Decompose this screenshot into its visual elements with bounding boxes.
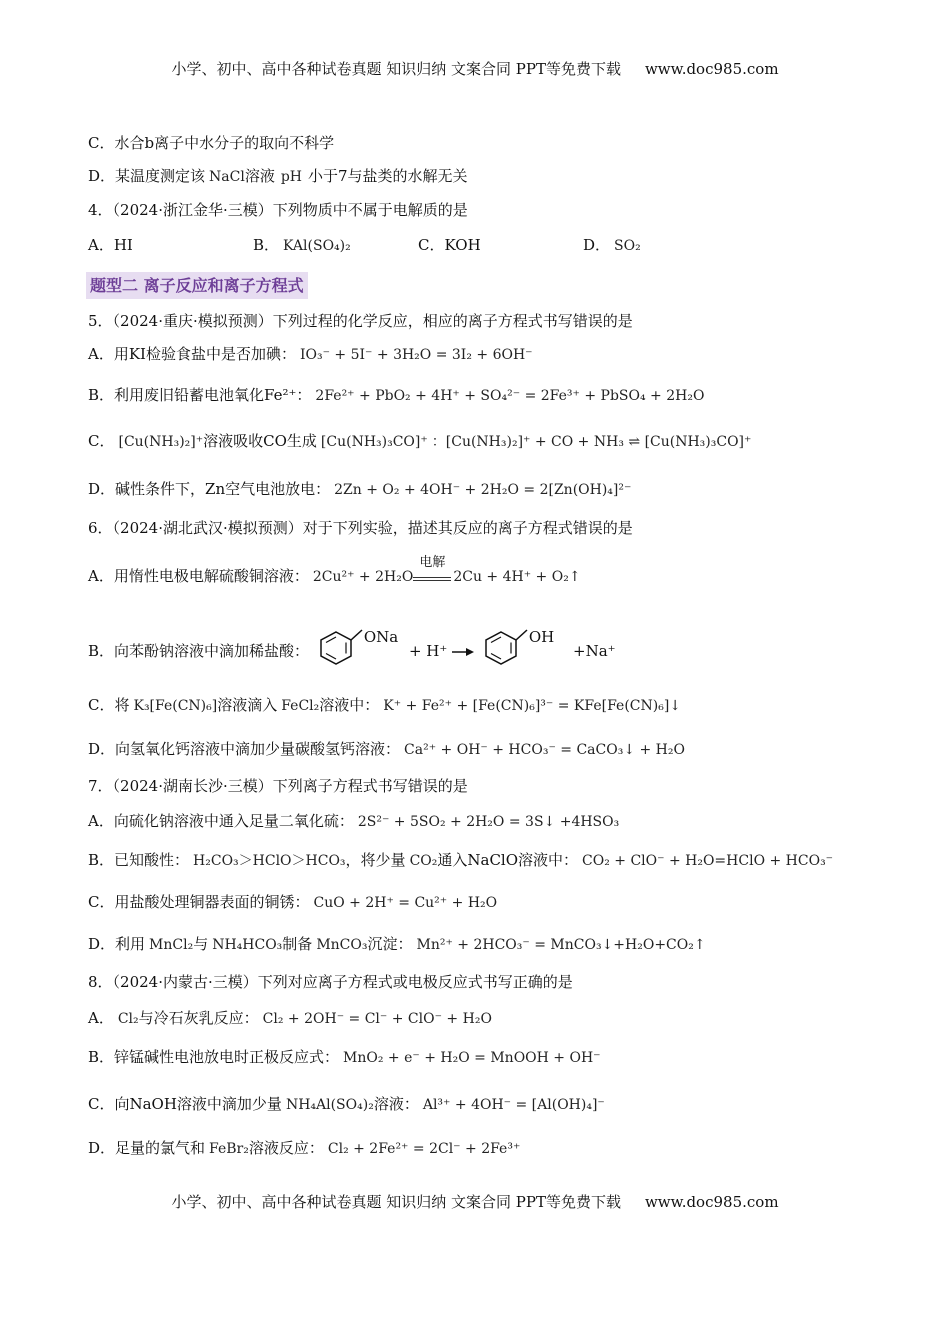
q7-option-b: B．已知酸性： H₂CO₃＞HClO＞HCO₃，将少量 CO₂通入NaClO溶液中： CO₂ + ClO⁻ + H₂O=HClO + HCO₃⁻ bbox=[88, 851, 834, 869]
q4-stem: 4．（2024·浙江金华·三模）下列物质中不属于电解质的是 bbox=[88, 201, 468, 219]
q4-options bbox=[88, 234, 748, 257]
q4-option-b: B． KAl(SO₄)₂ bbox=[253, 236, 351, 254]
q8-option-a: A． Cl₂与冷石灰乳反应： Cl₂ + 2OH⁻ = Cl⁻ + ClO⁻ + H₂O bbox=[88, 1009, 492, 1027]
q6-option-d: D．向氢氧化钙溶液中滴加少量碳酸氢钙溶液： Ca²⁺ + OH⁻ + HCO₃⁻ = CaCO₃↓ + H₂O bbox=[88, 740, 685, 758]
page-header bbox=[0, 58, 950, 79]
q5-option-a: A．用KI检验食盐中是否加碘： IO₃⁻ + 5I⁻ + 3H₂O = 3I₂ + 6OH⁻ bbox=[88, 345, 533, 363]
phenol-substituent: OH bbox=[528, 628, 555, 646]
q4-option-d: D． SO₂ bbox=[583, 236, 641, 254]
q8-option-b: B．锌锰碱性电池放电时正极反应式： MnO₂ + e⁻ + H₂O = MnOOH + OH⁻ bbox=[88, 1048, 601, 1066]
q8-option-c: C．向NaOH溶液中滴加少量 NH₄Al(SO₄)₂溶液： Al³⁺ + 4OH⁻ = [Al(OH)₄]⁻ bbox=[88, 1095, 605, 1113]
q6-option-a: A．用惰性电极电解硫酸铜溶液： 2Cu²⁺ + 2H₂O 电解 2Cu + 4H⁺ + O₂↑ bbox=[88, 565, 581, 588]
header-text: 小学、初中、高中各种试卷真题 知识归纳 文案合同 PPT等免费下载 bbox=[171, 60, 621, 78]
q5-option-d: D．碱性条件下，Zn空气电池放电： 2Zn + O₂ + 4OH⁻ + 2H₂O = 2[Zn(OH)₄]²⁻ bbox=[88, 480, 632, 498]
header-url[interactable]: www.doc985.com bbox=[644, 60, 779, 78]
q5-stem: 5．（2024·重庆·模拟预测）下列过程的化学反应，相应的离子方程式书写错误的是 bbox=[88, 312, 633, 330]
q3-option-d: D．某温度测定该 NaCl溶液 pH 小于7与盐类的水解无关 bbox=[88, 167, 468, 185]
q6-stem: 6．（2024·湖北武汉·模拟预测）对于下列实验，描述其反应的离子方程式错误的是 bbox=[88, 519, 633, 537]
electrolysis-condition: 电解 bbox=[419, 555, 446, 570]
q8-option-d: D．足量的氯气和 FeBr₂溶液反应： Cl₂ + 2Fe²⁺ = 2Cl⁻ + 2Fe³⁺ bbox=[88, 1139, 521, 1157]
q6-option-b: B．向苯酚钠溶液中滴加稀盐酸： ONa + H⁺ OH +Na⁺ bbox=[88, 636, 616, 668]
reaction-arrow-icon bbox=[452, 647, 474, 657]
q4-option-c: C．KOH bbox=[418, 236, 481, 254]
footer-url[interactable]: www.doc985.com bbox=[644, 1193, 779, 1211]
q6-option-c: C．将 K₃[Fe(CN)₆]溶液滴入 FeCl₂溶液中： K⁺ + Fe²⁺ + [Fe(CN)₆]³⁻ = KFe[Fe(CN)₆]↓ bbox=[88, 696, 682, 714]
q7-option-c: C．用盐酸处理铜器表面的铜锈： CuO + 2H⁺ = Cu²⁺ + H₂O bbox=[88, 893, 498, 911]
q7-stem: 7．（2024·湖南长沙·三模）下列离子方程式书写错误的是 bbox=[88, 777, 468, 795]
footer-text: 小学、初中、高中各种试卷真题 知识归纳 文案合同 PPT等免费下载 bbox=[171, 1193, 621, 1211]
q4-option-a: A．HI bbox=[88, 236, 133, 254]
q5-option-c: C． [Cu(NH₃)₂]⁺溶液吸收CO生成 [Cu(NH₃)₃CO]⁺ ：[Cu(NH₃)₂]⁺ + CO + NH₃ ⇌ [Cu(NH₃)₃CO]⁺ bbox=[88, 432, 752, 450]
q7-option-d: D．利用 MnCl₂与 NH₄HCO₃制备 MnCO₃沉淀： Mn²⁺ + 2HCO₃⁻ = MnCO₃↓+H₂O+CO₂↑ bbox=[88, 935, 706, 953]
q5-option-b: B．利用废旧铅蓄电池氧化Fe²⁺： 2Fe²⁺ + PbO₂ + 4H⁺ + SO₄²⁻ = 2Fe³⁺ + PbSO₄ + 2H₂O bbox=[88, 386, 705, 404]
q8-stem: 8．（2024·内蒙古·三模）下列对应离子方程式或电极反应式书写正确的是 bbox=[88, 973, 573, 991]
q3-option-c: C．水合b离子中水分子的取向不科学 bbox=[88, 134, 335, 152]
q7-option-a: A．向硫化钠溶液中通入足量二氧化硫： 2S²⁻ + 5SO₂ + 2H₂O = 3S↓ +4HSO₃ bbox=[88, 812, 620, 830]
phenoxide-substituent: ONa bbox=[363, 628, 399, 646]
section-title: 题型二 离子反应和离子方程式 bbox=[86, 272, 308, 299]
page-footer bbox=[0, 1191, 950, 1212]
